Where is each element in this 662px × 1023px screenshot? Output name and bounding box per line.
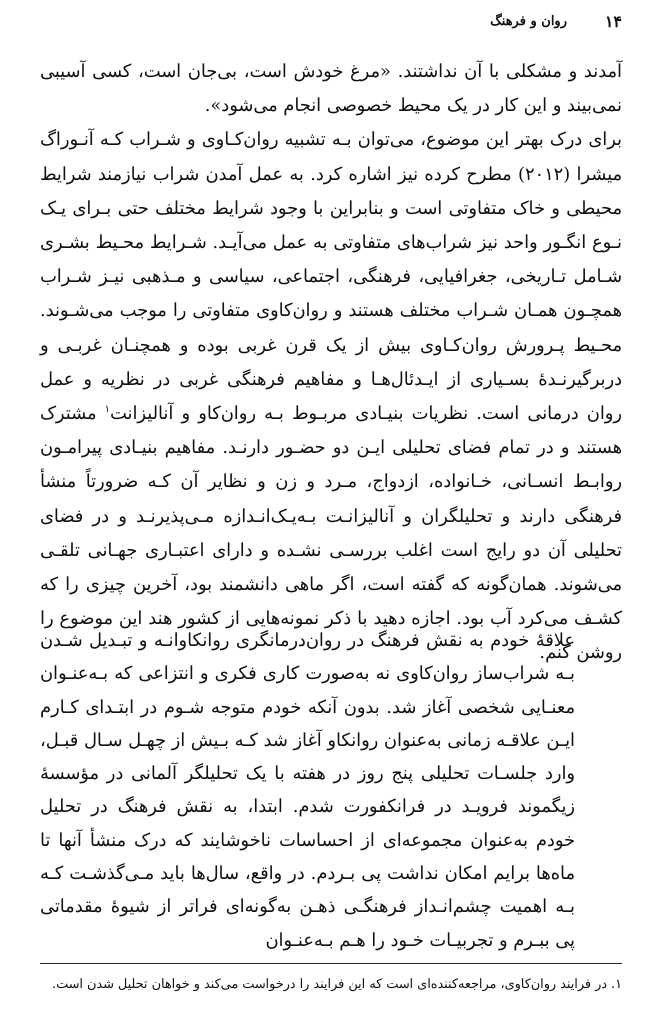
paragraph-2-part-2: مشترک هستند و در تمام فضای تحلیلی ایـن دو حضـور دارنـد. مفاهیم بنیـادی پیرامـون روابـط انسـانی، خـانواده، ازدواج، مـرد و زن و نظایر آن کـه ضرورتاً منشأ فرهنگی دارند و تحلیلگران و آنالیزانـت بـه‌یـک‌انـدازه مـی‌پذیرنـد و در فضای تحلیلی آن دو رایج است اغلب بررسـی نشـده و دارای اعتبـاری جهـانی تلقـی می‌شوند. همان‌گونه که گفته است، اگر ماهی دانشمند بود، آخرین چیزی را که کشـف می‌کرد آب بود. اجازه دهید با ذکر نمونه‌هایی از کشور هند این موضوع را روشن کنم. <box>40 403 622 664</box>
block-quote-text: علاقۀ خودم به نقش فرهنگ در روان‌درمانگری روانکاوانـه و تبـدیل شـدن بـه شراب‌ساز روان‌کاوی نه به‌صورت کاری فکری و انتزاعی که بـه‌عنـوان معنـایی شخصی آغاز شد. بدون آنکه خودم متوجه شـوم در ابتـدای کـارم ایـن علاقـه زمانی به‌عنوان روانکاو آغاز شد کـه بـیش از چهـل سـال قبـل، وارد جلسـات تحلیلی پنج روز در هفته با یک تحلیلگر آلمانی در مؤسسۀ زیگموند فرویـد در فرانکفورت شدم. ابتدا، به نقش فرهنگ در تحلیل خودم به‌عنوان مجموعه‌ای از احساسات ناخوشایند که درک منشأ آنها تا ماه‌ها برایم امکان نداشت پی بـردم. در واقع، سال‌ها باید مـی‌گذشـت کـه بـه اهمیت چشم‌انـداز فرهنگـی ذهـن به‌گونه‌ای فراتر از شیوۀ مقدماتی پی ببـرم و تجربیـات خـود را هـم بـه‌عنـوان <box>40 630 575 951</box>
paragraph-2 <box>40 123 622 670</box>
paragraph-1: آمدند و مشکلی با آن نداشتند. «مرغ خودش است، بی‌جان است، کسی آسیبی نمی‌بیند و این کار در یک محیط خصوصی انجام می‌شود». <box>40 61 622 117</box>
running-header <box>40 8 622 38</box>
running-title: روان و فرهنگ <box>490 14 567 29</box>
page-number: ۱۴ <box>604 12 622 31</box>
main-text <box>40 55 622 671</box>
footnote-marker: ۱ <box>104 404 111 416</box>
footnote: ۱. در فرایند روان‌کاوی، مراجعه‌کننده‌ای است که این فرایند را درخواست می‌کند و خواهان تحلیل شدن است. <box>52 977 622 992</box>
footnote-divider <box>40 963 622 964</box>
paragraph-2-part-1: برای درک بهتر این موضوع، می‌توان بـه تشبیه روان‌کـاوی و شـراب کـه آنـوراگ میشرا (۲۰۱۲) مطرح کرده نیز اشاره کرد. به عمل آمدن شراب نیازمند شرایط محیطی و خاک متفاوتی است و بنابراین با وجود شرایط مختلف حتی بـرای یـک نـوع انگـور واحد نیز شراب‌های متفاوتی به عمل می‌آیـد. شـرایط محـیط بشـری شـامل تـاریخی، جغرافیایی، فرهنگی، اجتماعی، سیاسی و مـذهبی نیـز شـراب همچـون همـان شـراب مختلف هستند و روان‌کاوی متفاوتی را موجب می‌شـوند. محـیط پـرورش روان‌کـاوی بیش از یک قرن غربی بوده و همچنـان غربـی و دربرگیرنـدۀ بسـیاری از ایـدئال‌هـا و مفاهیم فرهنگی غربی در نظریه و عمل روان درمانی است. نظریات بنیـادی مربـوط بـه روان‌کاو و آنالیزانت <box>40 129 622 425</box>
block-quote <box>40 624 575 957</box>
